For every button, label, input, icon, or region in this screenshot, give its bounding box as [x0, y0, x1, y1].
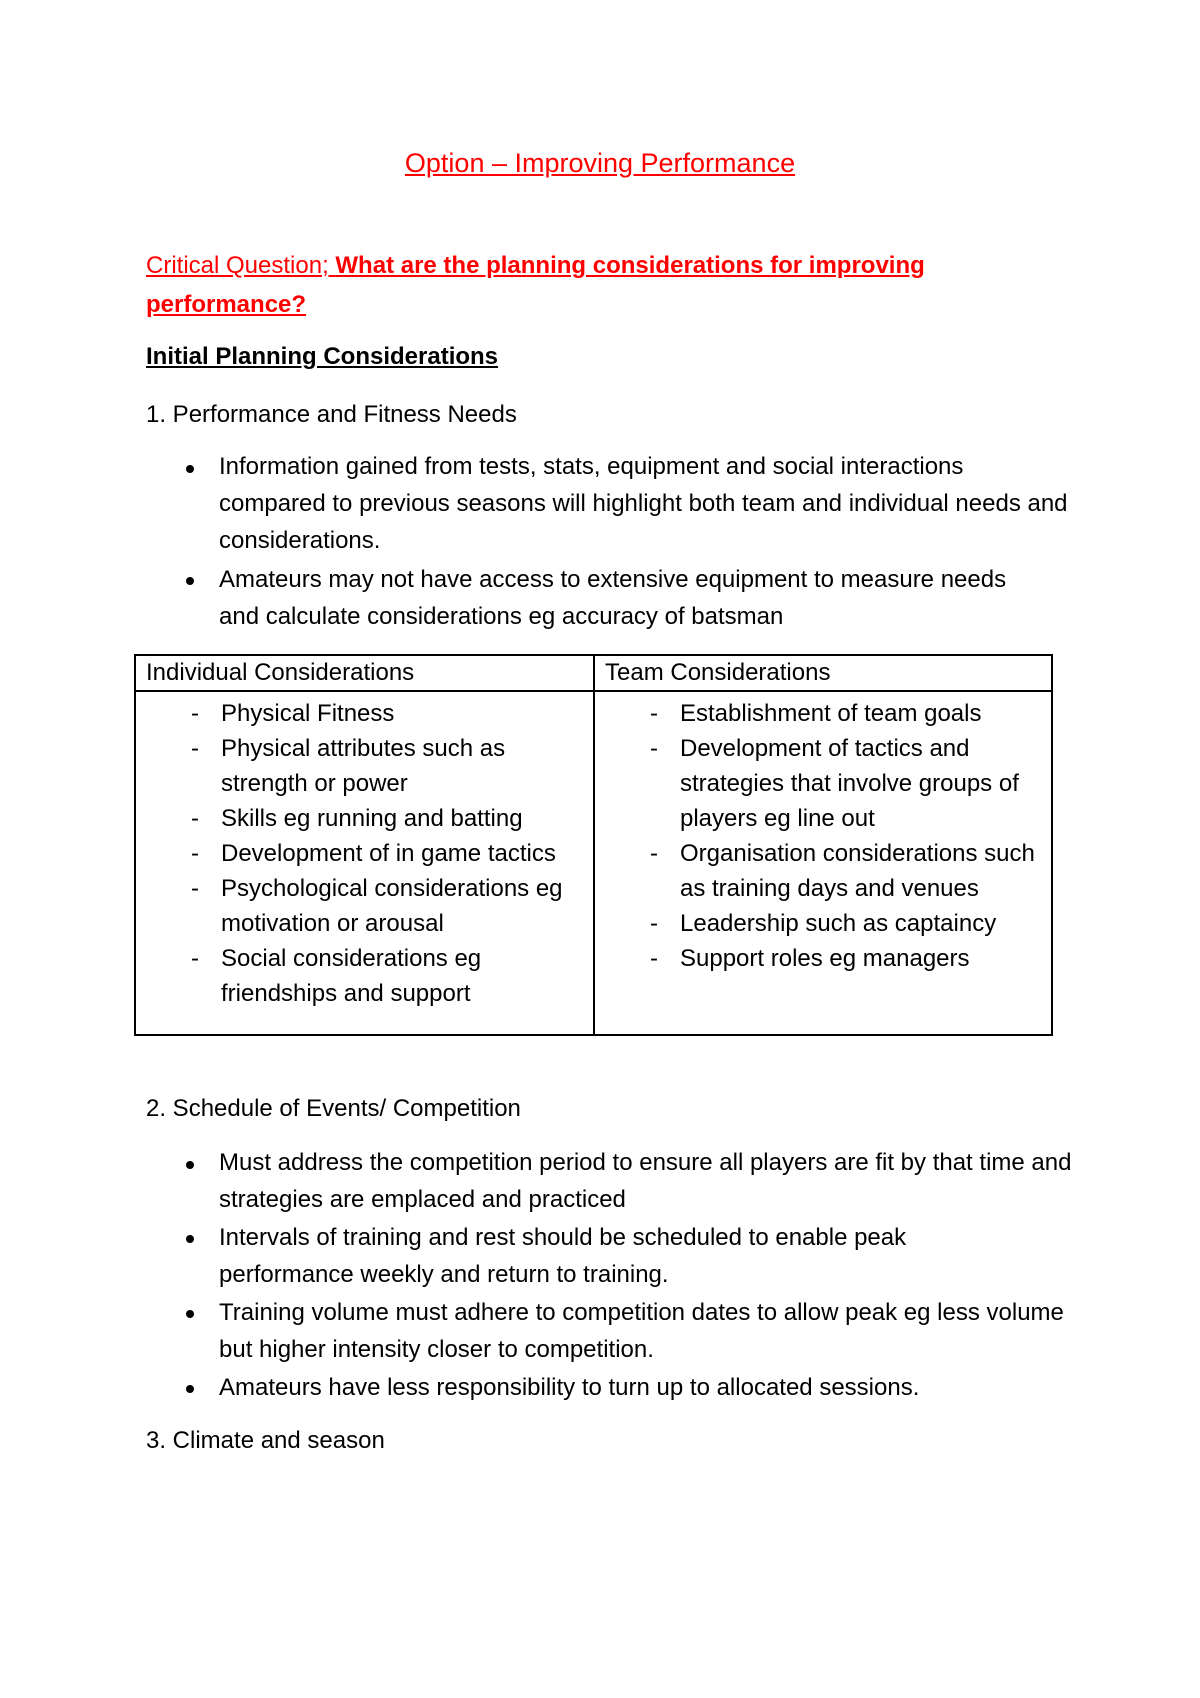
bullet-text: Amateurs may not have access to extensive equipment to measure needs and calculate considerations eg accuracy of batsman [219, 566, 1007, 630]
dash-icon: - [650, 840, 658, 867]
bullet-text: Must address the competition period to ensure all players are fit by that time and strategies are emplaced and practiced [219, 1149, 1072, 1213]
list-item: - Psychological considerations eg motivation or arousal [146, 871, 583, 941]
section-1-heading: 1. Performance and Fitness Needs [146, 401, 517, 428]
dash-icon: - [191, 735, 199, 762]
list-item: - Physical attributes such as strength or power [146, 731, 583, 801]
dash-icon: - [191, 945, 199, 972]
bullet-text: Training volume must adhere to competition dates to allow peak eg less volume but higher intensity closer to competition. [219, 1299, 1064, 1363]
list-item: - Leadership such as captaincy [605, 906, 1041, 941]
critical-question-line2 [146, 291, 306, 319]
dash-icon: - [191, 805, 199, 832]
critical-question-label: Critical Question; [146, 252, 336, 279]
individual-list [146, 696, 583, 1011]
dash-icon: - [650, 945, 658, 972]
critical-question-text-2: performance? [146, 291, 307, 318]
bullet-icon [186, 465, 194, 473]
page-title: Option – Improving Performance [404, 148, 796, 178]
section-2-heading: 2. Schedule of Events/ Competition [146, 1095, 521, 1122]
table-header-team: Team Considerations [594, 655, 1052, 691]
individual-cell [135, 691, 594, 1035]
bullet-text: Information gained from tests, stats, equipment and social interactions compared to previous seasons will highlight both team and individual needs and considerations. [219, 453, 1068, 554]
table-header-row [135, 655, 1052, 691]
section-3-heading: 3. Climate and season [146, 1427, 385, 1454]
list-item: - Social considerations eg friendships and support [146, 941, 583, 1011]
list-item: - Development of tactics and strategies that involve groups of players eg line out [605, 731, 1041, 836]
section-heading: Initial Planning Considerations [146, 343, 499, 370]
list-item: - Skills eg running and batting [146, 801, 583, 836]
bullet-text: Amateurs have less responsibility to turn up to allocated sessions. [219, 1374, 920, 1401]
team-cell [594, 691, 1052, 1035]
list-item: - Support roles eg managers [605, 941, 1041, 976]
critical-question [146, 252, 1026, 280]
list-item: - Physical Fitness [146, 696, 583, 731]
bullet-icon [186, 1385, 194, 1393]
dash-icon: - [650, 910, 658, 937]
dash-icon: - [191, 700, 199, 727]
dash-icon: - [191, 875, 199, 902]
considerations-table [134, 654, 1053, 1036]
list-item: - Organisation considerations such as training days and venues [605, 836, 1041, 906]
team-list [605, 696, 1041, 976]
bullet-icon [186, 1161, 194, 1169]
bullet-icon [186, 1235, 194, 1243]
list-item: - Establishment of team goals [605, 696, 1041, 731]
critical-question-text-1: What are the planning considerations for improving [335, 252, 925, 279]
bullet-text: Intervals of training and rest should be scheduled to enable peak performance weekly and return to training. [219, 1224, 907, 1288]
dash-icon: - [650, 735, 658, 762]
table-row [135, 691, 1052, 1035]
list-item: - Development of in game tactics [146, 836, 583, 871]
table-header-individual: Individual Considerations [135, 655, 594, 691]
dash-icon: - [191, 840, 199, 867]
bullet-icon [186, 577, 194, 585]
dash-icon: - [650, 700, 658, 727]
bullet-icon [186, 1310, 194, 1318]
